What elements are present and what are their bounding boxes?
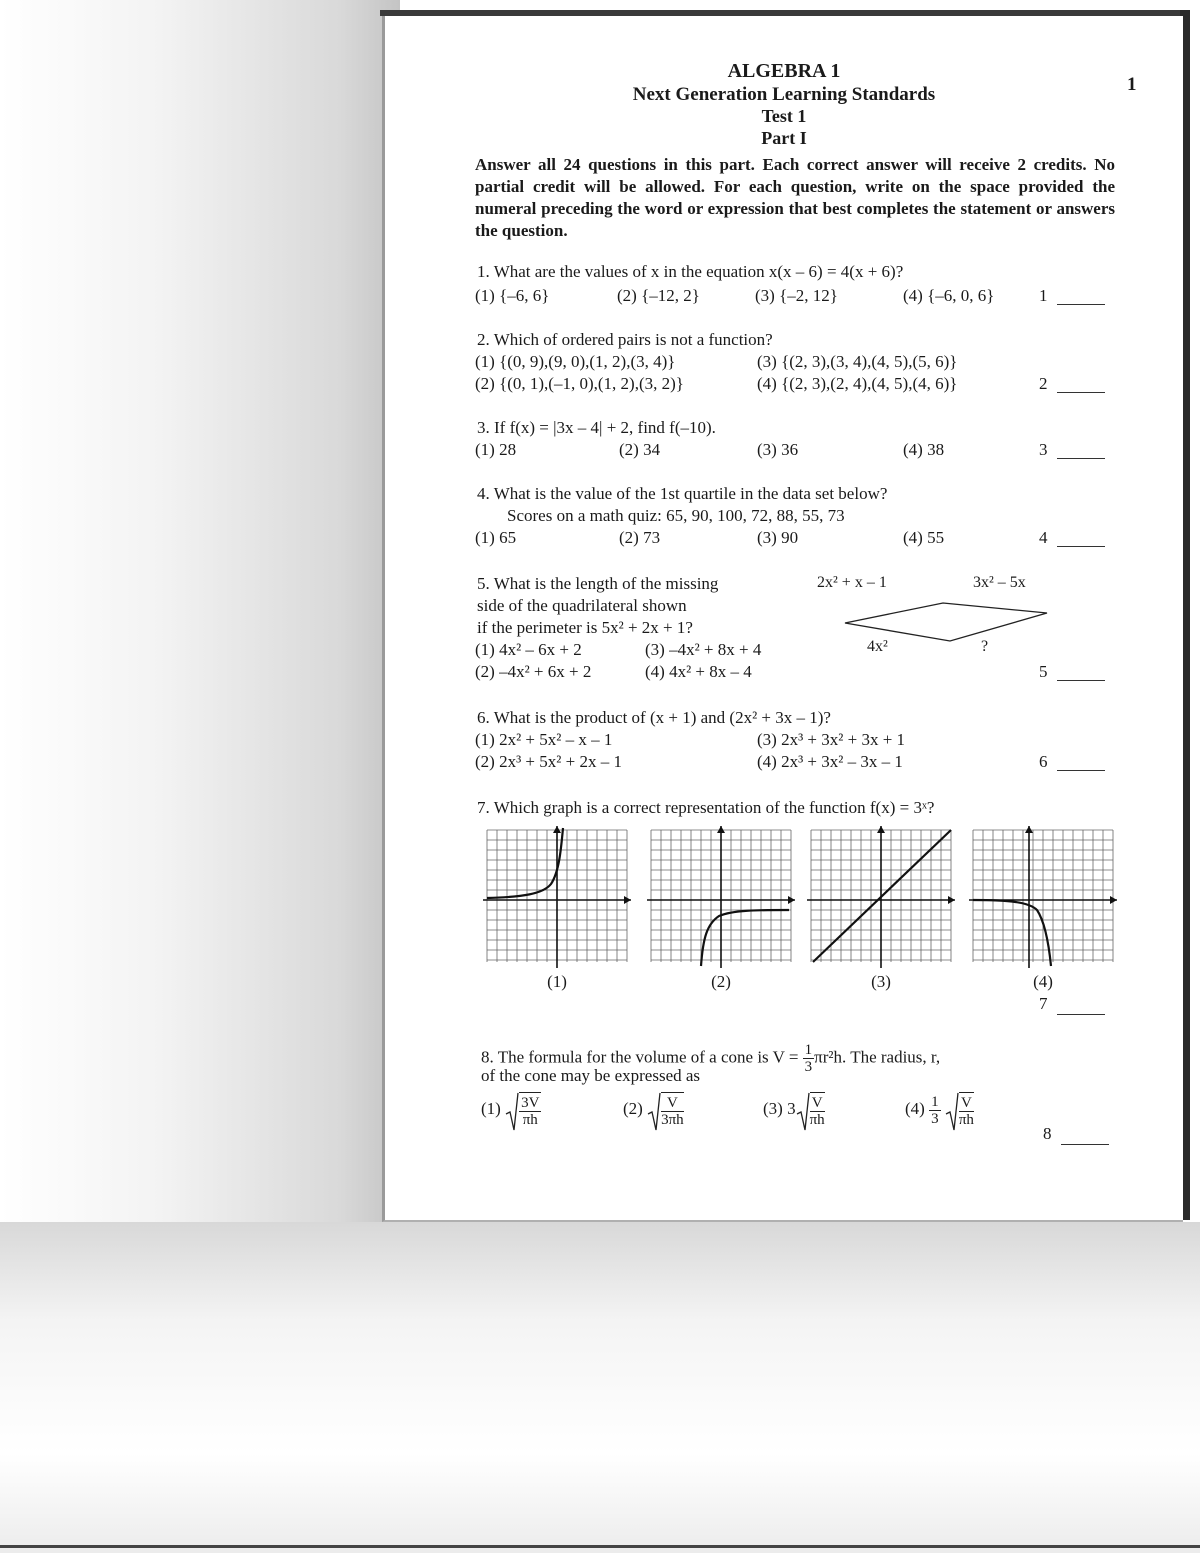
graph-label-2: (2): [711, 972, 731, 991]
one-third-fraction: $\frac{1}{3}$: [804, 1042, 813, 1075]
answer-blank-6[interactable]: [1057, 752, 1105, 771]
question-5-choice-4: (4) 4x² + 8x – 4: [645, 662, 752, 681]
y-axis-arrow-icon: [717, 826, 725, 833]
question-2-stem: 2. Which of ordered pairs is not a function?: [477, 330, 773, 349]
question-2-choice-3: (3) {(2, 3),(3, 4),(4, 5),(5, 6)}: [757, 352, 958, 371]
exponential-curve: [701, 910, 789, 966]
question-2-choice-1: (1) {(0, 9),(9, 0),(1, 2),(3, 4)}: [475, 352, 676, 371]
scan-bottom-line: [0, 1545, 1200, 1548]
question-5-stem-line-3: if the perimeter is 5x² + 2x + 1?: [477, 618, 693, 637]
question-1-choice-4: (4) {–6, 0, 6}: [903, 286, 995, 305]
graph-choice-2: [647, 826, 795, 968]
question-4-choice-4: (4) 55: [903, 528, 945, 547]
answer-blank-1[interactable]: [1057, 286, 1105, 305]
y-axis-arrow-icon: [1025, 826, 1033, 833]
question-2-choice-4: (4) {(2, 3),(2, 4),(4, 5),(4, 6)}: [757, 374, 958, 393]
graph-label-1: (1): [547, 972, 567, 991]
graph-choice-3: [807, 826, 955, 968]
question-4-choice-3: (3) 90: [757, 528, 799, 547]
graph-label-3: (3): [871, 972, 891, 991]
question-8-choice-4: (4) $\frac{1}{3}$ $\frac{V}{\pi h}$: [905, 1093, 974, 1128]
question-1-choice-1: (1) {–6, 6}: [475, 286, 550, 305]
x-axis-arrow-icon: [624, 896, 631, 904]
question-8-choice-3: (3) 3 $\frac{V}{\pi h}$: [763, 1092, 825, 1128]
question-4-data-set: Scores on a math quiz: 65, 90, 100, 72, 88, 55, 73: [507, 506, 845, 525]
question-5-choice-3: (3) –4x² + 8x + 4: [645, 640, 762, 659]
question-6-choice-2: (2) 2x³ + 5x² + 2x – 1: [475, 752, 622, 771]
question-8-stem-end: πr²h. The radius, r,: [814, 1047, 941, 1067]
answer-number-5: 5: [1039, 662, 1048, 681]
answer-blank-3[interactable]: [1057, 440, 1105, 459]
page-number: 1: [1127, 74, 1137, 95]
question-8-stem-line-2: of the cone may be expressed as: [481, 1066, 701, 1085]
answer-number-3: 3: [1039, 440, 1048, 459]
quadrilateral-side-label-2: 3x² – 5x: [973, 574, 1026, 591]
answer-blank-7[interactable]: [1057, 996, 1105, 1015]
question-5-choice-2: (2) –4x² + 6x + 2: [475, 662, 592, 681]
question-5-choice-1: (1) 4x² – 6x + 2: [475, 640, 582, 659]
question-4-choice-1: (1) 65: [475, 528, 517, 547]
exam-title: ALGEBRA 1: [727, 60, 841, 82]
square-root-icon: $\frac{3V}{\pi h}$: [505, 1092, 541, 1128]
question-8-stem-start: 8. The formula for the volume of a cone is V =: [481, 1047, 799, 1067]
answer-number-6: 6: [1039, 752, 1048, 771]
answer-number-7: 7: [1039, 994, 1048, 1013]
question-8-choice-1: (1) $\frac{3V}{\pi h}$: [481, 1092, 541, 1128]
question-1-choice-3: (3) {–2, 12}: [755, 286, 838, 305]
question-2-choice-2: (2) {(0, 1),(–1, 0),(1, 2),(3, 2)}: [475, 374, 684, 393]
question-6-choice-3: (3) 2x³ + 3x² + 3x + 1: [757, 730, 906, 749]
y-axis-arrow-icon: [877, 826, 885, 833]
question-3-choice-1: (1) 28: [475, 440, 517, 459]
square-root-icon: $\frac{V}{3\pi h}$: [647, 1092, 684, 1128]
y-axis-arrow-icon: [553, 826, 561, 833]
answer-blank-4[interactable]: [1057, 528, 1105, 547]
question-8-choice-2: (2) $\frac{V}{3\pi h}$: [623, 1092, 684, 1128]
question-3-choice-2: (2) 34: [619, 440, 661, 459]
exam-page: [382, 16, 1183, 1222]
graph-choice-4: [969, 826, 1117, 968]
quadrilateral-side-label-3: 4x²: [867, 638, 888, 655]
graph-label-4: (4): [1033, 972, 1053, 991]
square-root-icon: $\frac{V}{\pi h}$: [945, 1092, 974, 1128]
question-1-choice-2: (2) {–12, 2}: [617, 286, 700, 305]
answer-number-2: 2: [1039, 374, 1048, 393]
question-5-stem-line-2: side of the quadrilateral shown: [477, 596, 687, 615]
question-3-choice-3: (3) 36: [757, 440, 799, 459]
question-1-stem: 1. What are the values of x in the equation x(x – 6) = 4(x + 6)?: [477, 262, 904, 281]
answer-number-4: 4: [1039, 528, 1048, 547]
question-3-stem: 3. If f(x) = |3x – 4| + 2, find f(–10).: [477, 418, 716, 437]
instructions: Answer all 24 questions in this part. Each correct answer will receive 2 credits. No partial credit will be allowed. For each question, write on the space provided the numeral preceding the word or expression that best completes the statement or answers the question.: [475, 155, 1115, 240]
question-6-choice-4: (4) 2x³ + 3x² – 3x – 1: [757, 752, 903, 771]
answer-blank-8[interactable]: [1061, 1126, 1109, 1145]
question-4-choice-2: (2) 73: [619, 528, 661, 547]
x-axis-arrow-icon: [1110, 896, 1117, 904]
answer-blank-5[interactable]: [1057, 662, 1105, 681]
exam-subtitle: Next Generation Learning Standards: [632, 84, 936, 105]
question-4-stem: 4. What is the value of the 1st quartile in the data set below?: [477, 484, 888, 503]
question-5-stem: 5. What is the length of the missing: [477, 574, 719, 593]
question-6-choice-1: (1) 2x² + 5x² – x – 1: [475, 730, 613, 749]
quadrilateral-side-label-4: ?: [981, 638, 989, 655]
answer-number-1: 1: [1039, 286, 1048, 305]
graph-choice-1: [483, 826, 631, 968]
answer-blank-2[interactable]: [1057, 374, 1105, 393]
part-label: Part I: [761, 128, 807, 148]
square-root-icon: $\frac{V}{\pi h}$: [796, 1092, 825, 1128]
test-label: Test 1: [761, 106, 807, 126]
answer-number-8: 8: [1043, 1124, 1052, 1143]
quadrilateral-side-label-1: 2x² + x – 1: [817, 574, 887, 591]
scan-bottom-shadow: [0, 1222, 1200, 1553]
x-axis-arrow-icon: [788, 896, 795, 904]
quadrilateral-diagram: [825, 591, 1065, 651]
question-6-stem: 6. What is the product of (x + 1) and (2x² + 3x – 1)?: [477, 708, 831, 727]
question-7-stem: 7. Which graph is a correct representation of the function f(x) = 3ˣ?: [477, 798, 935, 817]
x-axis-arrow-icon: [948, 896, 955, 904]
exponential-curve: [487, 828, 563, 898]
question-3-choice-4: (4) 38: [903, 440, 945, 459]
